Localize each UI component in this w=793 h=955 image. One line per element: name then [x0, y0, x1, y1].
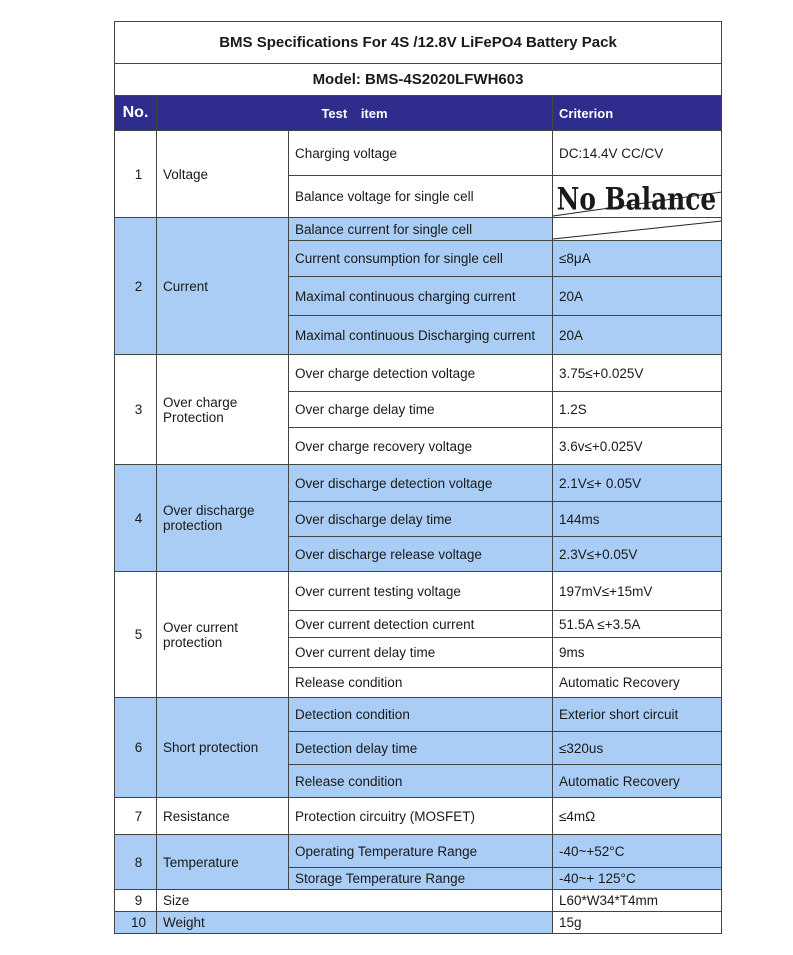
- table-row: [115, 912, 722, 934]
- test-item: Protection circuitry (MOSFET): [289, 798, 553, 835]
- criterion-value: Exterior short circuit: [553, 698, 722, 732]
- test-item: Operating Temperature Range: [289, 835, 553, 868]
- table-row: [115, 798, 722, 835]
- row-category: Voltage: [157, 131, 289, 218]
- test-item: Balance current for single cell: [289, 218, 553, 241]
- test-item: Over charge recovery voltage: [289, 428, 553, 465]
- test-item: Release condition: [289, 668, 553, 698]
- test-item: Over discharge delay time: [289, 502, 553, 537]
- row-category: [157, 572, 289, 698]
- row-category: [157, 355, 289, 465]
- test-item: Over charge detection voltage: [289, 355, 553, 392]
- no-balance-text: No Balance: [556, 180, 717, 217]
- table-row: [115, 355, 722, 392]
- row-number: 2: [115, 218, 157, 355]
- category-line: Over discharge: [163, 503, 255, 518]
- row-number: 9: [115, 890, 157, 912]
- test-item: Balance voltage for single cell: [289, 176, 553, 218]
- header-criterion: Criterion: [553, 96, 722, 131]
- category-line: protection: [163, 518, 223, 533]
- row-number: 3: [115, 355, 157, 465]
- row-category: [157, 465, 289, 572]
- no-balance-graphic: [553, 176, 722, 217]
- row-number: 7: [115, 798, 157, 835]
- criterion-value: 144ms: [553, 502, 722, 537]
- criterion-value: -40~+52°C: [553, 835, 722, 868]
- test-item: Release condition: [289, 765, 553, 798]
- criterion-value: ≤8μA: [553, 241, 722, 277]
- row-number: 4: [115, 465, 157, 572]
- category-line: protection: [163, 634, 223, 650]
- criterion-value: 20A: [553, 316, 722, 355]
- no-balance-stamp: [553, 176, 722, 218]
- criterion-value: 1.2S: [553, 392, 722, 428]
- table-row: [115, 218, 722, 241]
- test-item: Charging voltage: [289, 131, 553, 176]
- test-item: Detection delay time: [289, 732, 553, 765]
- test-item: Over current testing voltage: [289, 572, 553, 611]
- criterion-value: ≤320us: [553, 732, 722, 765]
- diagonal-line-graphic: [553, 218, 722, 240]
- table-row: [115, 698, 722, 732]
- row-category: Weight: [157, 912, 553, 934]
- criterion-value: 20A: [553, 277, 722, 316]
- test-item: Over current delay time: [289, 638, 553, 668]
- criterion-value: 197mV≤+15mV: [553, 572, 722, 611]
- header-test-item: Test item: [157, 96, 553, 131]
- test-item: Storage Temperature Range: [289, 868, 553, 890]
- row-number: 8: [115, 835, 157, 890]
- criterion-value: 15g: [553, 912, 722, 934]
- row-number: 5: [115, 572, 157, 698]
- row-category: Short protection: [157, 698, 289, 798]
- table-row: [115, 835, 722, 868]
- criterion-value: 9ms: [553, 638, 722, 668]
- test-item: Over discharge detection voltage: [289, 465, 553, 502]
- criterion-value: ≤4mΩ: [553, 798, 722, 835]
- criterion-value: Automatic Recovery: [553, 765, 722, 798]
- criterion-value: L60*W34*T4mm: [553, 890, 722, 912]
- table-row: [115, 465, 722, 502]
- header-row: [115, 96, 722, 131]
- criterion-value: Automatic Recovery: [553, 668, 722, 698]
- table-row: [115, 572, 722, 611]
- model-number: Model: BMS-4S2020LFWH603: [115, 64, 722, 96]
- category-line: Over charge: [163, 394, 238, 410]
- table-row: [115, 890, 722, 912]
- test-item: Detection condition: [289, 698, 553, 732]
- test-item: Over charge delay time: [289, 392, 553, 428]
- table-row: [115, 131, 722, 176]
- test-item: Over discharge release voltage: [289, 537, 553, 572]
- category-line: Protection: [163, 409, 224, 425]
- row-category: Size: [157, 890, 553, 912]
- criterion-value: 2.1V≤+ 0.05V: [553, 465, 722, 502]
- criterion-value: 51.5A ≤+3.5A: [553, 611, 722, 638]
- criterion-value: DC:14.4V CC/CV: [553, 131, 722, 176]
- criterion-value: 3.75≤+0.025V: [553, 355, 722, 392]
- row-number: 10: [115, 912, 157, 934]
- row-number: 6: [115, 698, 157, 798]
- criterion-value: 3.6v≤+0.025V: [553, 428, 722, 465]
- criterion-value: -40~+ 125°C: [553, 868, 722, 890]
- criterion-value: 2.3V≤+0.05V: [553, 537, 722, 572]
- criterion-value: [553, 218, 722, 241]
- row-category: Resistance: [157, 798, 289, 835]
- test-item: Current consumption for single cell: [289, 241, 553, 277]
- test-item: Maximal continuous charging current: [289, 277, 553, 316]
- spec-table: [114, 21, 722, 934]
- document-title: BMS Specifications For 4S /12.8V LiFePO4 Battery Pack: [115, 22, 722, 64]
- row-category: Temperature: [157, 835, 289, 890]
- test-item: Over current detection current: [289, 611, 553, 638]
- category-line: Over current: [163, 619, 239, 635]
- row-category: Current: [157, 218, 289, 355]
- header-no: No.: [115, 96, 157, 131]
- row-number: 1: [115, 131, 157, 218]
- test-item: Maximal continuous Discharging current: [289, 316, 553, 355]
